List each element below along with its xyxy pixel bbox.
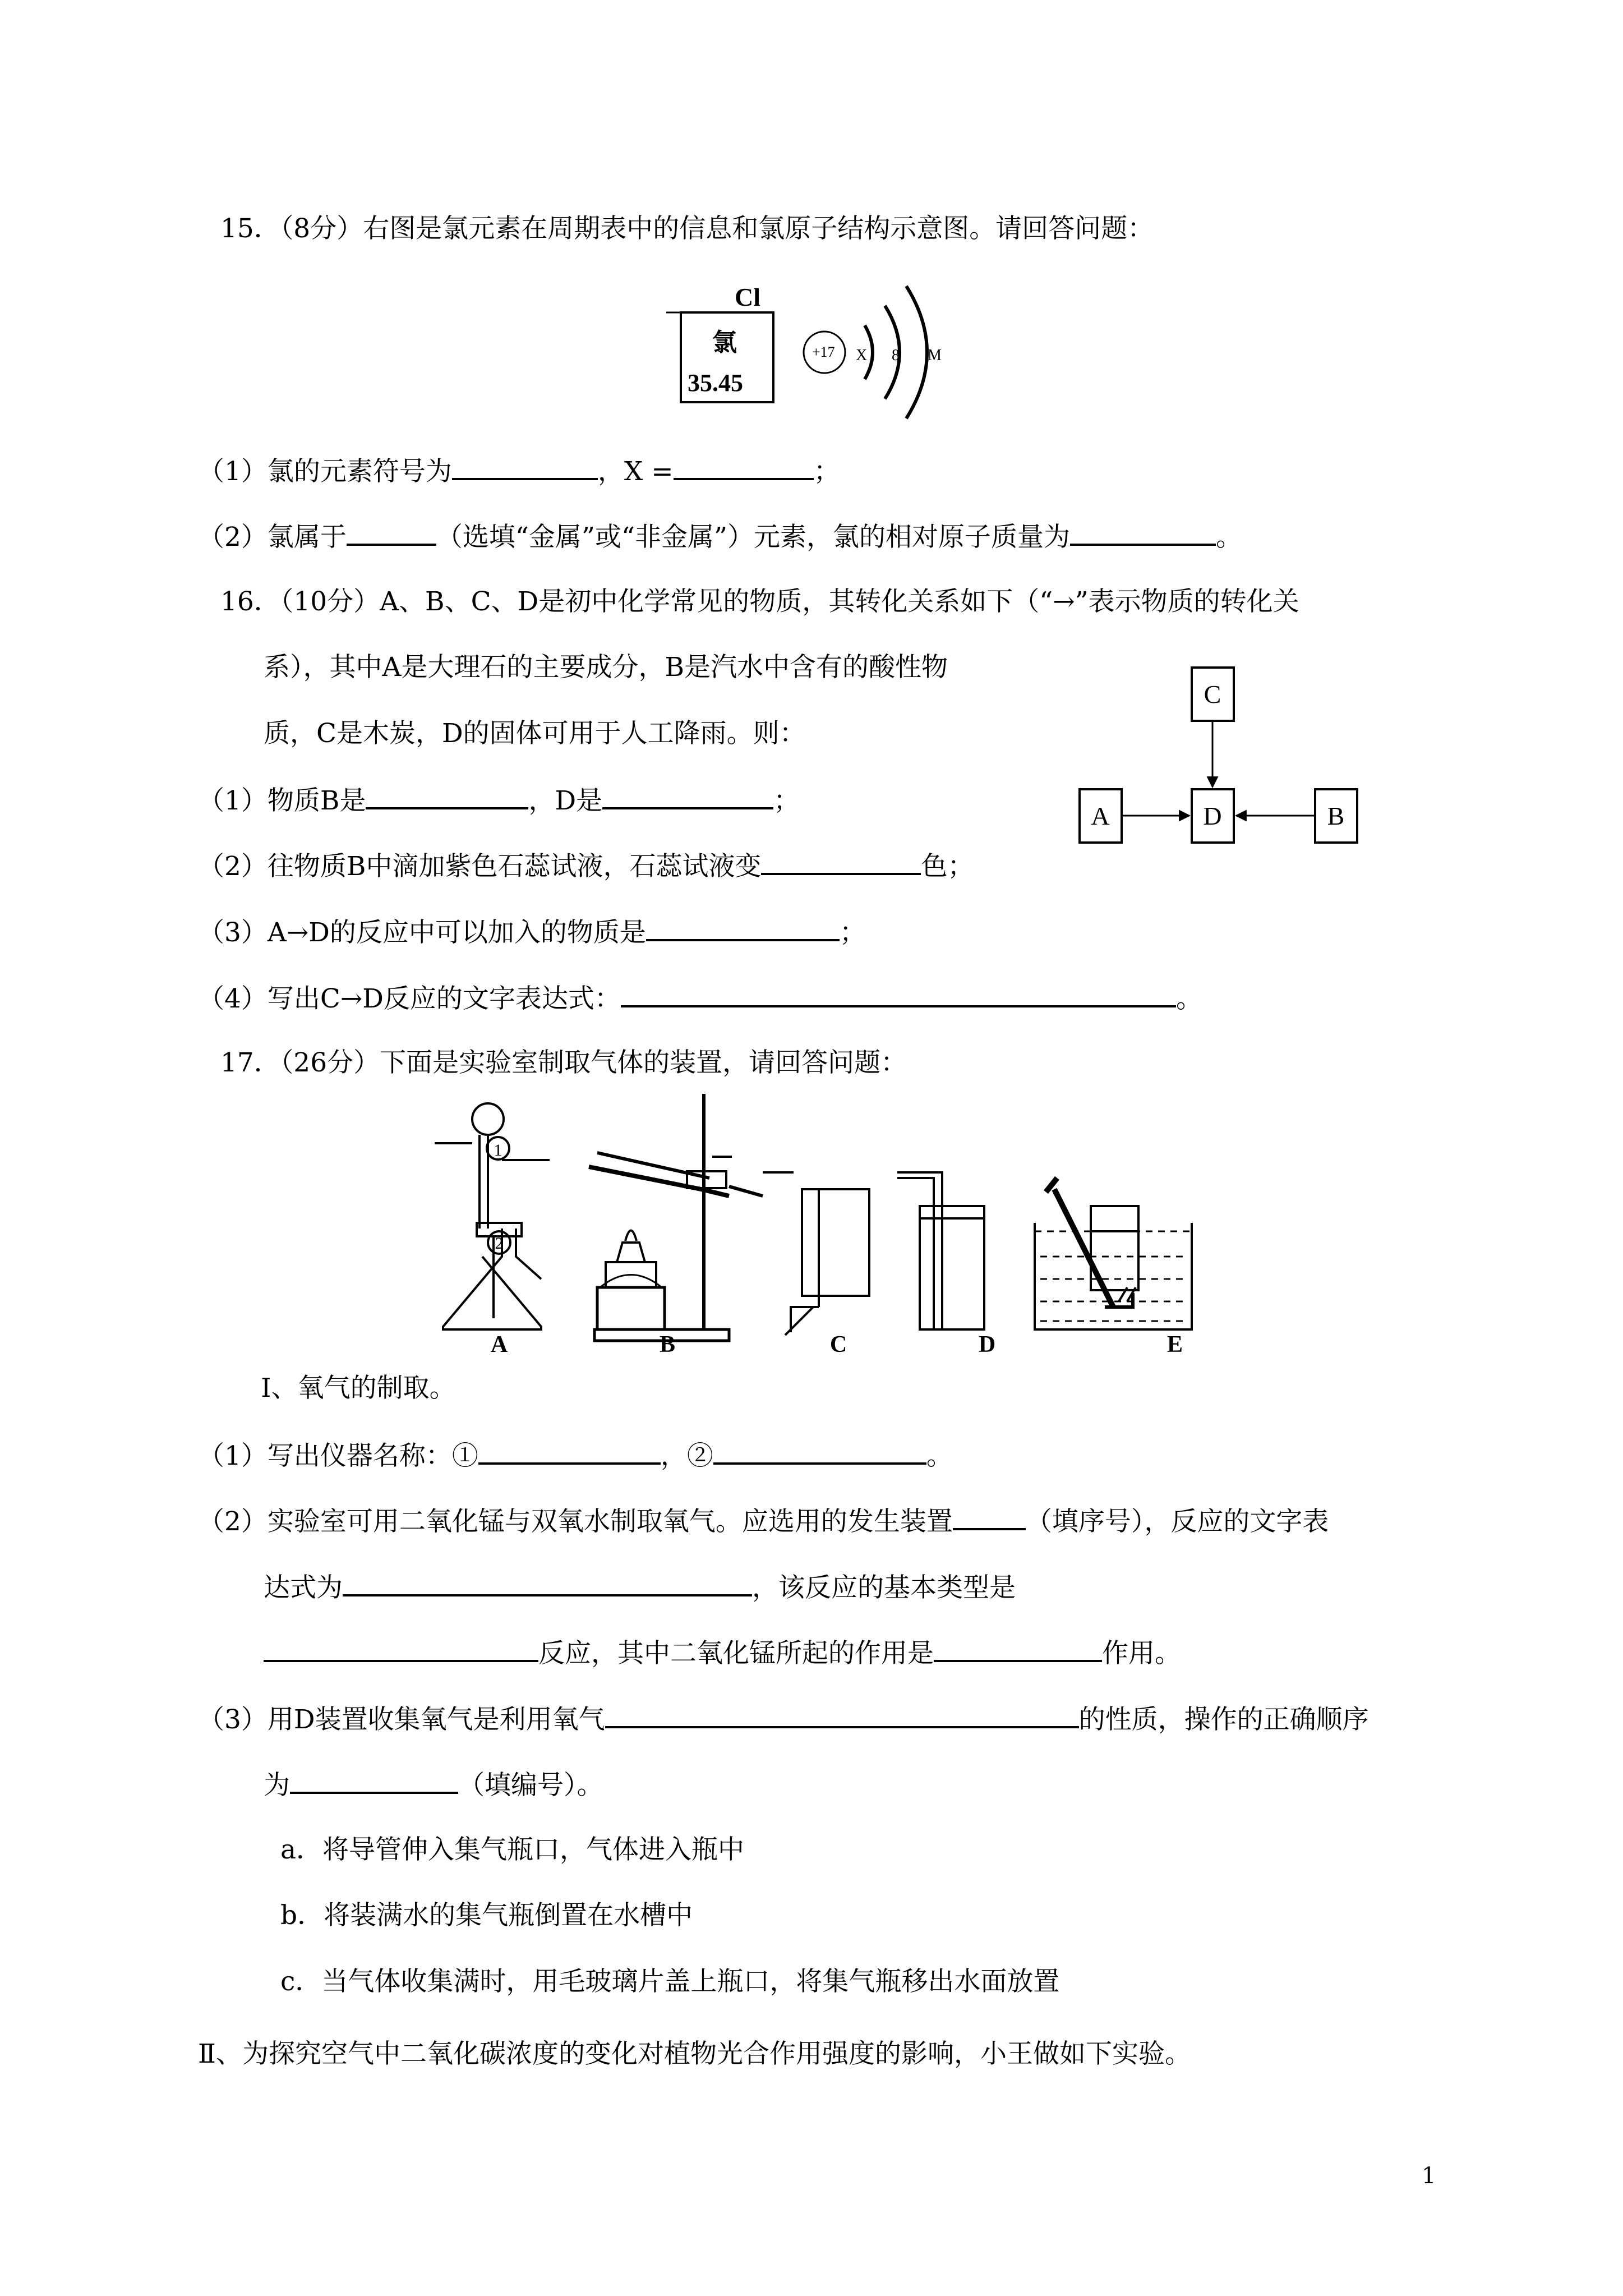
q17-stem: 17．（26分）下面是实验室制取气体的装置，请回答问题： [220, 1047, 907, 1078]
apparatus-e [1035, 1178, 1192, 1329]
q15-stem: 15．（8分）右图是氯元素在周期表中的信息和氯原子结构示意图。请回答问题： [220, 213, 1154, 244]
q16-stem-line2: 系），其中A是大理石的主要成分，B是汽水中含有的酸性物 [264, 652, 948, 683]
shell-x-label: X [856, 347, 868, 364]
label-a: A [490, 1332, 508, 1358]
shell-m-label: M [928, 347, 942, 364]
answer-blank[interactable] [761, 848, 921, 875]
chlorine-figure [656, 272, 993, 424]
box-a-label: A [1091, 802, 1110, 830]
element-symbol: Cl [735, 283, 760, 311]
page-number: 1 [1422, 2163, 1436, 2189]
q17-part3-line1: （3）用D装置收集氧气是利用氧气 的性质，操作的正确顺序 [198, 1701, 1369, 1737]
section-co2: Ⅱ、为探究空气中二氧化碳浓度的变化对植物光合作用强度的影响，小王做如下实验。 [198, 2039, 1191, 2069]
answer-blank[interactable] [674, 453, 814, 480]
q16-stem-line1: 16．（10分）A、B、C、D是初中化学常见的物质，其转化关系如下（“→”表示物质的转化关 [220, 586, 1299, 617]
option-c: c．当气体收集满时，用毛玻璃片盖上瓶口，将集气瓶移出水面放置 [280, 1966, 1060, 1997]
q16-part3: （3）A→D的反应中可以加入的物质是 ； [198, 914, 866, 950]
apparatus-figure [432, 1094, 1262, 1363]
atomic-mass: 35.45 [688, 369, 743, 397]
q17-part1: （1）写出仪器名称：① ，② 。 [198, 1438, 953, 1473]
q16-part4: （4）写出C→D反应的文字表达式： 。 [198, 981, 1202, 1016]
q16-part2: （2）往物质B中滴加紫色石蕊试液，石蕊试液变 色； [198, 848, 974, 884]
label-e: E [1166, 1332, 1183, 1358]
label-b: B [659, 1332, 676, 1358]
answer-blank[interactable] [605, 1701, 1079, 1728]
option-a: a．将导管伸入集气瓶口，气体进入瓶中 [280, 1834, 745, 1865]
mark-2: 2 [495, 1234, 504, 1253]
box-d-label: D [1203, 802, 1222, 830]
box-b-label: B [1327, 802, 1345, 830]
q16-part1: （1）物质B是 ，D是 ； [198, 783, 800, 818]
apparatus-c [785, 1189, 869, 1335]
label-d: D [978, 1332, 996, 1358]
answer-blank[interactable] [953, 1503, 1026, 1530]
shell-2-label: 8 [892, 347, 900, 364]
answer-blank[interactable] [621, 981, 1176, 1007]
answer-blank[interactable] [343, 1570, 752, 1596]
label-c: C [829, 1332, 847, 1358]
q17-part2-line1: （2）实验室可用二氧化锰与双氧水制取氧气。应选用的发生装置 （填序号），反应的文字表 [198, 1503, 1329, 1539]
mark-1: 1 [494, 1141, 502, 1159]
q17-part3-line2: 为 （填编号）。 [264, 1767, 603, 1802]
q17-part2-line2: 达式为 ，该反应的基本类型是 [264, 1570, 1016, 1605]
answer-blank[interactable] [602, 783, 773, 809]
answer-blank[interactable] [478, 1438, 661, 1465]
answer-blank[interactable] [452, 453, 598, 480]
conversion-diagram [1077, 665, 1368, 861]
section-oxygen: Ⅰ、氧气的制取。 [261, 1373, 456, 1404]
box-c-label: C [1204, 680, 1221, 708]
shell-3-arc [906, 286, 927, 418]
apparatus-d [897, 1172, 984, 1329]
q15-part1: （1）氯的元素符号为 ，X = ； [198, 453, 840, 489]
answer-blank[interactable] [1070, 519, 1216, 546]
apparatus-b [589, 1094, 794, 1341]
nucleus-charge: +17 [812, 344, 835, 360]
q17-part2-line3: 反应，其中二氧化锰所起的作用是 作用。 [264, 1635, 1181, 1671]
apparatus-a [435, 1103, 550, 1329]
answer-blank[interactable] [646, 914, 840, 941]
answer-blank[interactable] [713, 1438, 926, 1465]
element-name: 氯 [712, 329, 737, 356]
answer-blank[interactable] [347, 519, 436, 546]
answer-blank[interactable] [264, 1635, 538, 1662]
option-b: b．将装满水的集气瓶倒置在水槽中 [280, 1900, 693, 1931]
answer-blank[interactable] [366, 783, 528, 809]
answer-blank[interactable] [290, 1767, 458, 1794]
q16-stem-line3: 质，C是木炭，D的固体可用于人工降雨。则： [264, 718, 806, 749]
q15-part2: （2）氯属于 （选填“金属”或“非金属”）元素，氯的相对原子质量为 。 [198, 519, 1242, 554]
answer-blank[interactable] [934, 1635, 1102, 1662]
